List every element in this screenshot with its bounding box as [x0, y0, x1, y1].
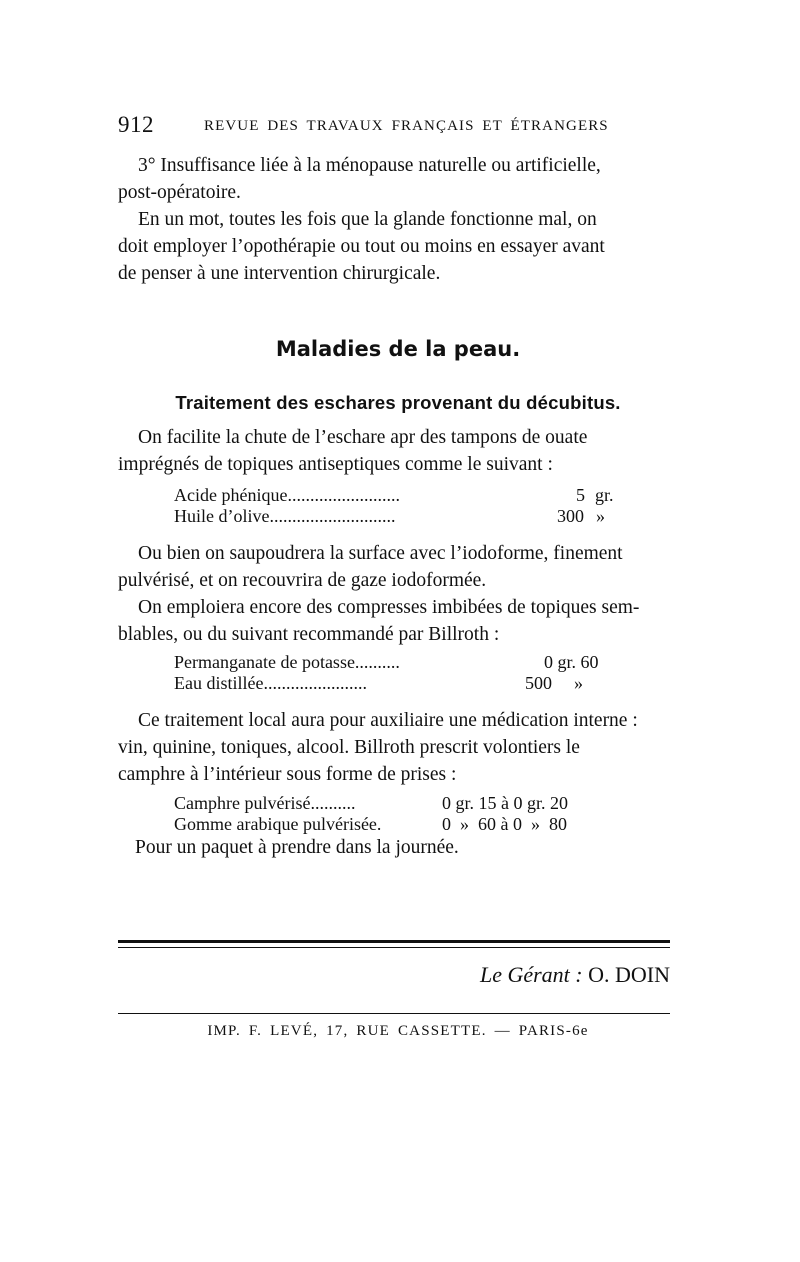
ingredient-name: Camphre pulvérisé..........: [174, 793, 356, 813]
recipe-phenol: [174, 485, 634, 527]
printer-imprint: IMP. F. LEVÉ, 17, RUE CASSETTE. — PARIS-6e: [207, 1023, 589, 1039]
ingredient-unit: »: [596, 506, 605, 526]
text-line: Ce traitement local aura pour auxiliaire une médication interne :: [138, 710, 638, 731]
treatment-paragraph-4: [118, 707, 678, 788]
ingredient-quantity: 0 gr. 15 à 0 gr. 20: [442, 793, 568, 813]
running-title: REVUE DES TRAVAUX FRANÇAIS ET ÉTRANGERS: [204, 118, 609, 134]
running-head: [118, 112, 678, 142]
recipe-row: [174, 652, 634, 673]
text-line: On emploiera encore des compresses imbibées de topiques sem-: [138, 597, 640, 618]
ingredient-quantity: 0 » 60 à 0 » 80: [442, 814, 567, 834]
signature-name: O. DOIN: [588, 962, 670, 987]
ingredient-quantity: 5: [576, 485, 585, 505]
ingredient-name: Eau distillée.......................: [174, 673, 367, 693]
section-subtitle: Traitement des eschares provenant du décubitus.: [175, 392, 621, 413]
ingredient-quantity: 500: [525, 673, 552, 693]
ingredient-name: Permanganate de potasse..........: [174, 652, 400, 672]
dosage-instruction: Pour un paquet à prendre dans la journée.: [135, 837, 459, 858]
ingredient-quantity: 0 gr. 60: [544, 652, 599, 672]
text-line: On facilite la chute de l’eschare apr des tampons de ouate: [138, 427, 588, 448]
footer-rule-thick: [118, 940, 670, 943]
text-line: Ou bien on saupoudrera la surface avec l’iodoforme, finement: [138, 543, 623, 564]
recipe-camphor: [174, 793, 634, 835]
signature: [380, 962, 670, 988]
summary-paragraph: [118, 206, 678, 287]
treatment-paragraph-3: [118, 594, 678, 648]
ingredient-unit: gr.: [595, 485, 614, 505]
recipe-row: [174, 814, 634, 835]
section-title: Maladies de la peau.: [275, 337, 521, 361]
treatment-paragraph-1: [118, 424, 678, 478]
text-line: doit employer l’opothérapie ou tout ou moins en essayer avant: [118, 236, 605, 257]
treatment-paragraph-2: [118, 540, 678, 594]
text-line: post-opératoire.: [118, 182, 241, 203]
ingredient-name: Gomme arabique pulvérisée.: [174, 814, 382, 834]
recipe-row: [174, 506, 634, 527]
recipe-row: [174, 673, 634, 694]
ingredient-name: Huile d’olive............................: [174, 506, 396, 526]
ingredient-quantity: 300: [557, 506, 584, 526]
text-line: imprégnés de topiques antiseptiques comme le suivant :: [118, 454, 553, 475]
text-line: vin, quinine, toniques, alcool. Billroth prescrit volontiers le: [118, 737, 580, 758]
recipe-row: [174, 793, 634, 814]
footer-rule-thin: [118, 947, 670, 948]
text-line: En un mot, toutes les fois que la glande fonctionne mal, on: [138, 209, 597, 230]
text-line: 3° Insuffisance liée à la ménopause naturelle ou artificielle,: [138, 155, 601, 176]
ingredient-name: Acide phénique.........................: [174, 485, 400, 505]
recipe-permanganate: [174, 652, 634, 694]
recipe-row: [174, 485, 634, 506]
signature-role: Le Gérant :: [479, 962, 583, 987]
insufficiency-paragraph: [118, 152, 678, 206]
text-line: de penser à une intervention chirurgicale.: [118, 263, 441, 284]
text-line: camphre à l’intérieur sous forme de prises :: [118, 764, 457, 785]
ingredient-unit: »: [574, 673, 583, 693]
text-line: pulvérisé, et on recouvrira de gaze iodoformée.: [118, 570, 487, 591]
imprint-rule: [118, 1013, 670, 1014]
text-line: blables, ou du suivant recommandé par Billroth :: [118, 624, 500, 645]
page-number: 912: [118, 112, 154, 137]
